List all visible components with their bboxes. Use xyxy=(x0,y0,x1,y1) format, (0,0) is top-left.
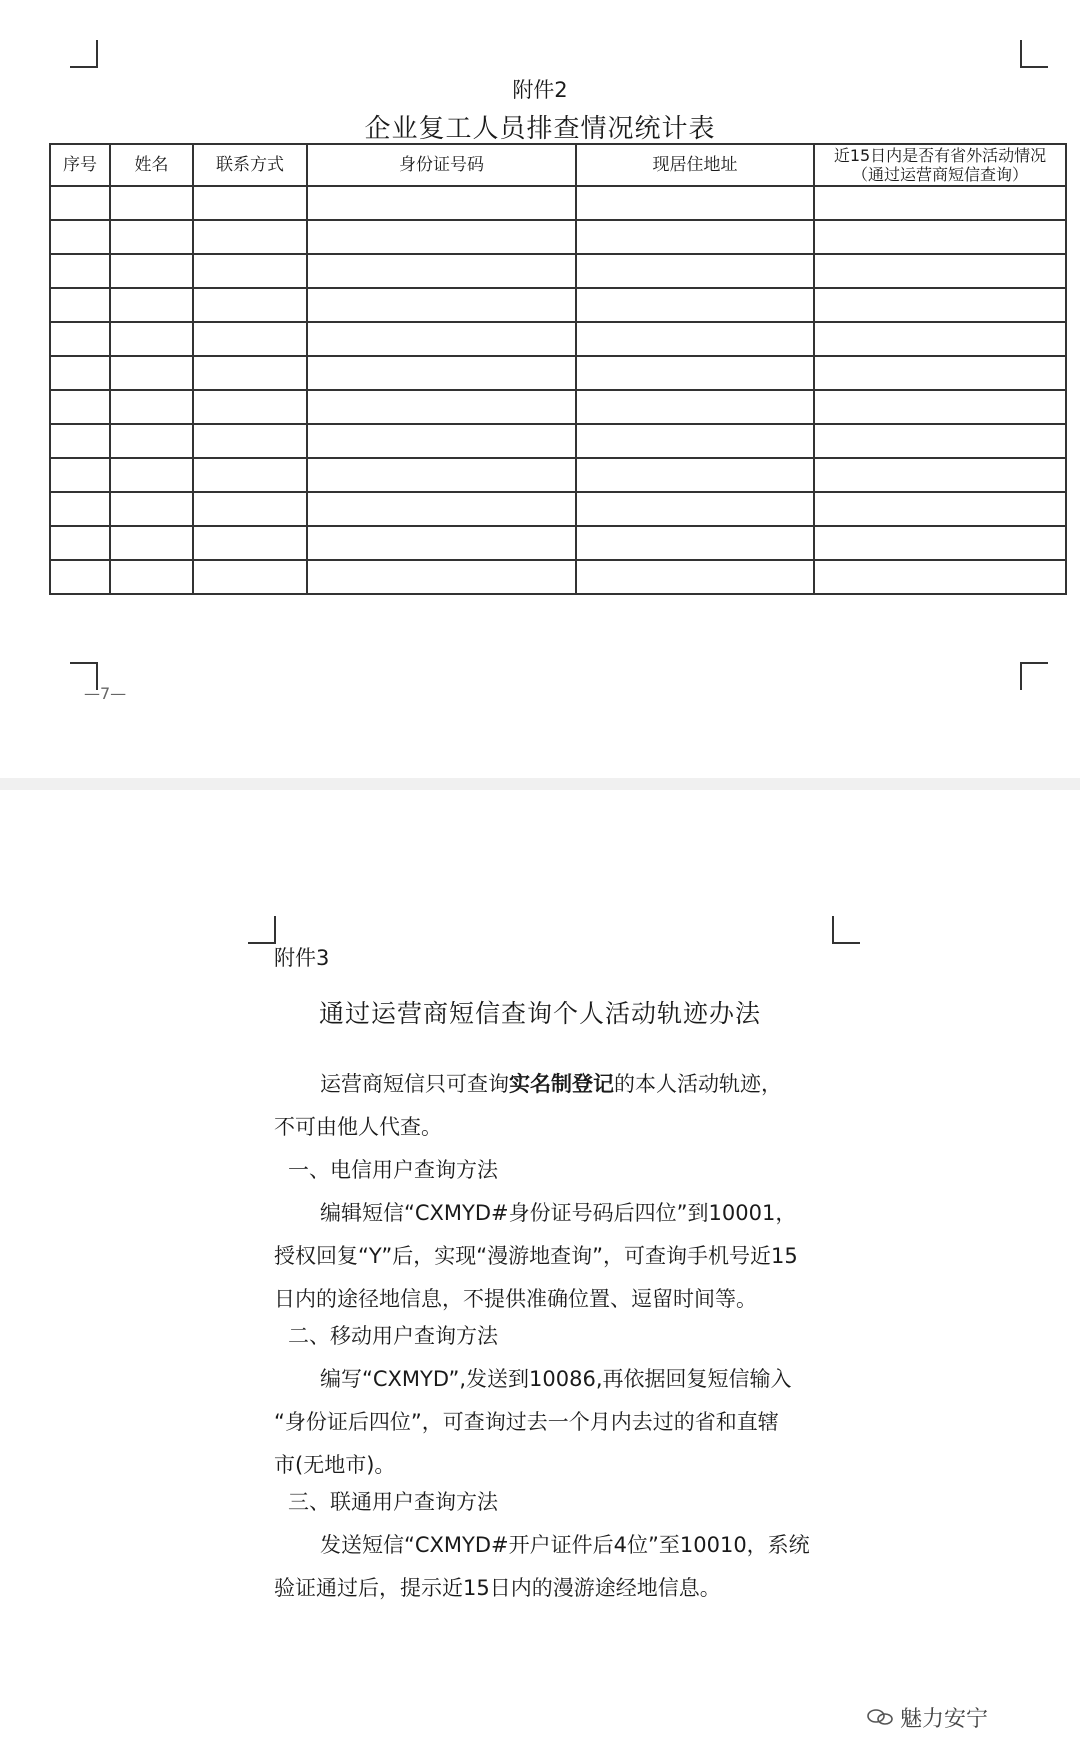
table-cell xyxy=(110,526,193,560)
table-cell xyxy=(193,526,307,560)
table-cell xyxy=(307,458,576,492)
table-cell xyxy=(193,492,307,526)
table-row xyxy=(50,322,1066,356)
table-cell xyxy=(576,492,814,526)
table-row xyxy=(50,492,1066,526)
intro-line: 不可由他人代查。 xyxy=(274,1115,442,1139)
table-cell xyxy=(193,322,307,356)
table-row xyxy=(50,424,1066,458)
table-cell xyxy=(814,356,1066,390)
table-cell xyxy=(307,526,576,560)
attachment-label: 附件3 xyxy=(274,946,330,970)
table-cell xyxy=(814,390,1066,424)
header-cell: 联系方式 xyxy=(193,144,307,186)
table-cell xyxy=(50,458,110,492)
table-cell xyxy=(576,560,814,594)
intro-text: 的本人活动轨迹， xyxy=(614,1072,782,1096)
table-cell xyxy=(814,220,1066,254)
table-cell xyxy=(576,424,814,458)
header-line: 近15日内是否有省外活动情况 xyxy=(833,146,1047,165)
table-cell xyxy=(110,254,193,288)
body-line: “身份证后四位”，可查询过去一个月内去过的省和直辖 xyxy=(274,1410,779,1434)
table-cell xyxy=(193,254,307,288)
table-row xyxy=(50,526,1066,560)
emphasis-text: 实名制登记 xyxy=(509,1072,614,1096)
table-cell xyxy=(50,390,110,424)
table-cell xyxy=(50,220,110,254)
table-cell xyxy=(307,492,576,526)
table-row xyxy=(50,288,1066,322)
page-number: —7— xyxy=(84,684,127,703)
page-title: 通过运营商短信查询个人活动轨迹办法 xyxy=(318,999,761,1028)
table-cell xyxy=(307,186,576,220)
table-cell xyxy=(307,560,576,594)
table-cell xyxy=(110,560,193,594)
table-cell xyxy=(110,186,193,220)
table-cell xyxy=(307,390,576,424)
table-cell xyxy=(576,390,814,424)
body-line: 授权回复“Y”后，实现“漫游地查询”，可查询手机号近15 xyxy=(274,1244,798,1268)
wechat-icon xyxy=(866,1708,894,1726)
table-cell xyxy=(576,322,814,356)
header-cell: 身份证号码 xyxy=(307,144,576,186)
table-cell xyxy=(110,356,193,390)
table-cell xyxy=(193,356,307,390)
table-cell xyxy=(110,220,193,254)
table-cell xyxy=(110,390,193,424)
table-cell xyxy=(814,186,1066,220)
table-cell xyxy=(110,492,193,526)
attachment-label: 附件2 xyxy=(512,78,568,102)
header-cell: 序号 xyxy=(50,144,110,186)
body-line: 日内的途径地信息，不提供准确位置、逗留时间等。 xyxy=(274,1287,757,1311)
table-cell xyxy=(576,220,814,254)
table-row xyxy=(50,220,1066,254)
body-line: 编写“CXMYD”,发送到10086,再依据回复短信输入 xyxy=(320,1367,792,1391)
table-cell xyxy=(307,220,576,254)
table-cell xyxy=(50,424,110,458)
header-cell xyxy=(814,144,1066,186)
body-line: 市(无地市)。 xyxy=(274,1453,396,1477)
table-header-row xyxy=(50,144,1066,186)
crop-mark-top-left xyxy=(248,916,276,944)
table-cell xyxy=(193,220,307,254)
statistics-table xyxy=(49,143,1067,595)
table-cell xyxy=(50,356,110,390)
table-cell xyxy=(576,458,814,492)
table-row xyxy=(50,254,1066,288)
section-heading: 三、联通用户查询方法 xyxy=(288,1490,498,1514)
table-cell xyxy=(307,288,576,322)
table-cell xyxy=(193,186,307,220)
crop-mark-top-right xyxy=(832,916,860,944)
table-cell xyxy=(110,424,193,458)
body-line: 验证通过后，提示近15日内的漫游途经地信息。 xyxy=(274,1576,721,1600)
table-cell xyxy=(50,186,110,220)
table-cell xyxy=(193,390,307,424)
intro-text: 运营商短信只可查询 xyxy=(320,1072,509,1096)
page-title: 企业复工人员排查情况统计表 xyxy=(364,114,716,144)
watermark-text: 魅力安宁 xyxy=(900,1707,989,1732)
section-heading: 二、移动用户查询方法 xyxy=(288,1324,498,1348)
header-cell: 现居住地址 xyxy=(576,144,814,186)
table-cell xyxy=(193,458,307,492)
table-row xyxy=(50,186,1066,220)
table-cell xyxy=(576,288,814,322)
table-cell xyxy=(576,526,814,560)
table-row xyxy=(50,560,1066,594)
table-cell xyxy=(110,322,193,356)
intro-paragraph xyxy=(320,1068,782,1098)
table-cell xyxy=(307,254,576,288)
table-cell xyxy=(576,186,814,220)
table-cell xyxy=(307,424,576,458)
table-cell xyxy=(307,322,576,356)
table-cell xyxy=(576,356,814,390)
table-cell xyxy=(814,424,1066,458)
table-cell xyxy=(814,322,1066,356)
crop-mark-top-left xyxy=(70,40,98,68)
table-cell xyxy=(814,254,1066,288)
table-cell xyxy=(814,560,1066,594)
table-row xyxy=(50,356,1066,390)
table-cell xyxy=(193,424,307,458)
table-cell xyxy=(110,288,193,322)
table-cell xyxy=(50,492,110,526)
table-row xyxy=(50,390,1066,424)
header-cell: 姓名 xyxy=(110,144,193,186)
table-cell xyxy=(193,560,307,594)
table-cell xyxy=(50,322,110,356)
table-cell xyxy=(814,526,1066,560)
header-line: （通过运营商短信查询） xyxy=(851,165,1028,184)
table-cell xyxy=(50,288,110,322)
table-cell xyxy=(50,254,110,288)
table-cell xyxy=(576,254,814,288)
crop-mark-bottom-right xyxy=(1020,662,1048,690)
table-cell xyxy=(193,288,307,322)
body-line: 编辑短信“CXMYD#身份证号码后四位”到10001， xyxy=(320,1201,797,1225)
page-separator xyxy=(0,778,1080,790)
table-cell xyxy=(110,458,193,492)
table-cell xyxy=(814,492,1066,526)
crop-mark-top-right xyxy=(1020,40,1048,68)
table-row xyxy=(50,458,1066,492)
table-cell xyxy=(50,526,110,560)
section-heading: 一、电信用户查询方法 xyxy=(288,1158,498,1182)
table-cell xyxy=(307,356,576,390)
table-cell xyxy=(814,458,1066,492)
table-cell xyxy=(50,560,110,594)
body-line: 发送短信“CXMYD#开户证件后4位”至10010，系统 xyxy=(320,1533,810,1557)
table-cell xyxy=(814,288,1066,322)
